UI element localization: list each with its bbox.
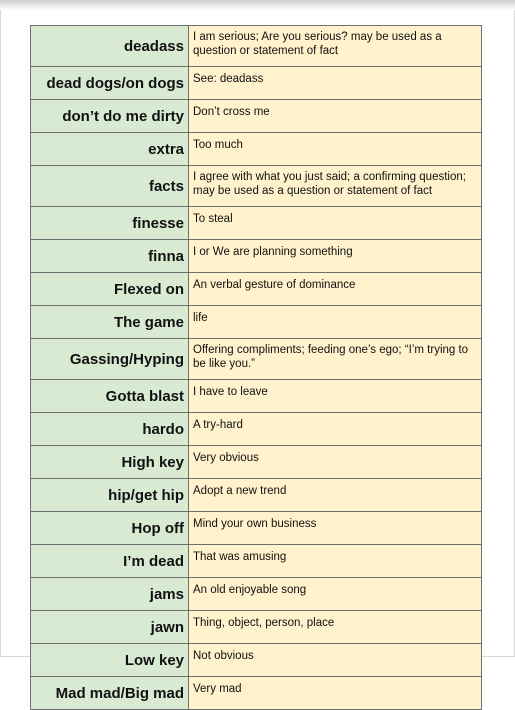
term-cell: extra	[31, 133, 189, 166]
term-cell: Low key	[31, 644, 189, 677]
term-cell: Mad mad/Big mad	[31, 677, 189, 710]
definition-cell: To steal	[189, 207, 482, 240]
term-cell: facts	[31, 166, 189, 207]
term-cell: Gotta blast	[31, 380, 189, 413]
table-row	[31, 578, 482, 611]
term-cell: deadass	[31, 26, 189, 67]
table-row	[31, 306, 482, 339]
table-row	[31, 413, 482, 446]
table-row	[31, 207, 482, 240]
table-row	[31, 446, 482, 479]
term-cell: The game	[31, 306, 189, 339]
term-cell: Gassing/Hyping	[31, 339, 189, 380]
table-row	[31, 644, 482, 677]
definition-cell: life	[189, 306, 482, 339]
definition-cell: An old enjoyable song	[189, 578, 482, 611]
definition-cell: Mind your own business	[189, 512, 482, 545]
definition-cell: Very mad	[189, 677, 482, 710]
definition-cell: I agree with what you just said; a confirming question; may be used as a question or statement of fact	[189, 166, 482, 207]
definition-cell: I am serious; Are you serious? may be used as a question or statement of fact	[189, 26, 482, 67]
table-row	[31, 100, 482, 133]
definition-cell: Not obvious	[189, 644, 482, 677]
term-cell: don’t do me dirty	[31, 100, 189, 133]
definition-cell: Very obvious	[189, 446, 482, 479]
table-row	[31, 133, 482, 166]
definition-cell: See: deadass	[189, 67, 482, 100]
term-cell: hardo	[31, 413, 189, 446]
term-cell: Hop off	[31, 512, 189, 545]
definition-cell: I have to leave	[189, 380, 482, 413]
table-row	[31, 166, 482, 207]
table-row	[31, 512, 482, 545]
definition-cell: That was amusing	[189, 545, 482, 578]
table-row	[31, 339, 482, 380]
definition-cell: Adopt a new trend	[189, 479, 482, 512]
definition-cell: Don’t cross me	[189, 100, 482, 133]
definition-cell: I or We are planning something	[189, 240, 482, 273]
table-row	[31, 545, 482, 578]
term-cell: jawn	[31, 611, 189, 644]
table-row	[31, 240, 482, 273]
table-row	[31, 273, 482, 306]
table-row	[31, 677, 482, 710]
definition-cell: Thing, object, person, place	[189, 611, 482, 644]
term-cell: dead dogs/on dogs	[31, 67, 189, 100]
table-row	[31, 67, 482, 100]
table-row	[31, 611, 482, 644]
term-cell: finesse	[31, 207, 189, 240]
term-cell: finna	[31, 240, 189, 273]
term-cell: hip/get hip	[31, 479, 189, 512]
table-row	[31, 479, 482, 512]
definition-cell: Offering compliments; feeding one’s ego; “I’m trying to be like you.”	[189, 339, 482, 380]
page-top-shadow	[0, 0, 515, 10]
table-row	[31, 380, 482, 413]
table-row	[31, 26, 482, 67]
term-cell: jams	[31, 578, 189, 611]
slang-glossary-table	[30, 25, 482, 710]
definition-cell: An verbal gesture of dominance	[189, 273, 482, 306]
definition-cell: A try-hard	[189, 413, 482, 446]
term-cell: Flexed on	[31, 273, 189, 306]
definition-cell: Too much	[189, 133, 482, 166]
term-cell: High key	[31, 446, 189, 479]
term-cell: I’m dead	[31, 545, 189, 578]
